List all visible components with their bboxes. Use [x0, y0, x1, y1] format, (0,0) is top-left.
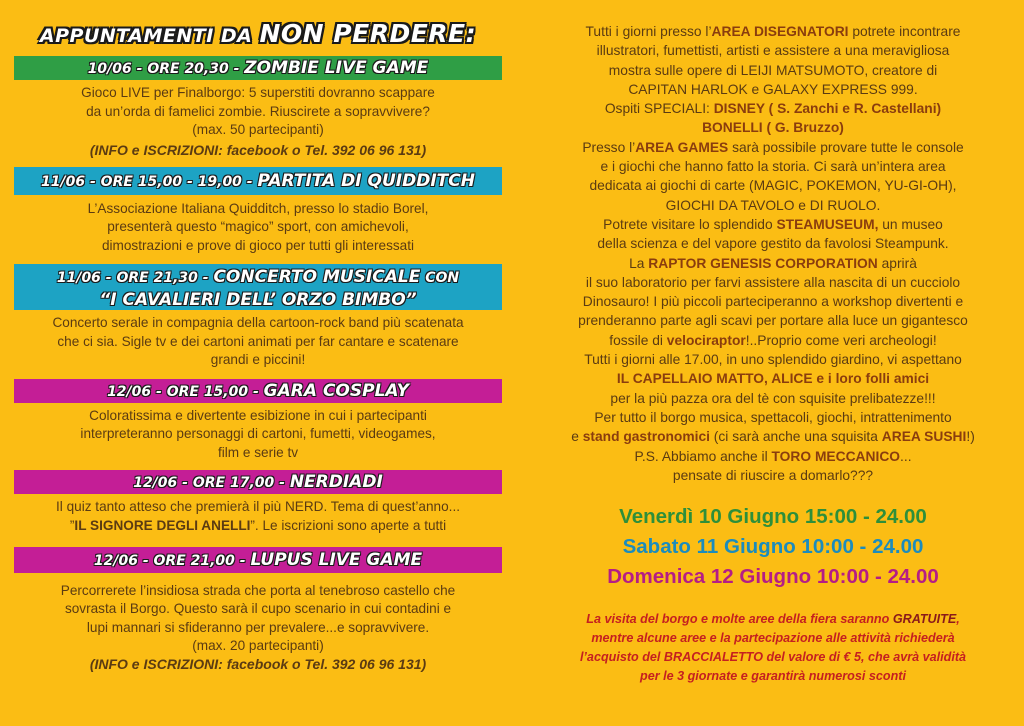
text: sarà possibile provare tutte le console — [728, 139, 964, 155]
highlight: stand gastronomici — [582, 429, 710, 445]
text: Presso l’ — [582, 139, 636, 155]
description-line: grandi e piccini! — [210, 352, 306, 367]
text-line: Tutti i giorni alle 17.00, in uno splendido giardino, vi aspettano — [584, 352, 962, 368]
description-line: (max. 50 partecipanti) — [192, 122, 324, 137]
text: potrete incontrare — [848, 24, 961, 39]
highlight: GRATUITE — [892, 612, 957, 627]
description-line: lupi mannari si sfideranno per prevalere...e sopravvivere. — [86, 619, 430, 635]
description-text: ”. Le iscrizioni sono aperte a tutti — [250, 517, 447, 533]
event-time: 12/06 - ORE 21,00 - — [93, 553, 246, 569]
text: La visita del borgo e molte aree della fiera saranno — [586, 612, 893, 627]
event-title: PARTITA DI QUIDDITCH — [257, 170, 475, 191]
text-line: CAPITAN HARLOK e GALAXY EXPRESS 999. — [628, 81, 918, 97]
description-line: Concerto serale in compagnia della cartoon-rock band più scatenata — [52, 315, 464, 330]
highlight: DISNEY ( S. Zanchi e R. Castellani) — [713, 101, 942, 117]
text-line: Per tutto il borgo musica, spettacoli, giochi, intrattenimento — [594, 409, 952, 425]
event-title-suffix: CON — [425, 270, 460, 286]
description-line — [12, 517, 504, 536]
description-line: film e serie tv — [217, 444, 299, 460]
text: (ci sarà anche una squisita — [709, 429, 882, 445]
schedule-dates — [528, 502, 1018, 592]
event-title: NERDIADI — [289, 472, 383, 492]
date-sunday: Domenica 12 Giugno 10:00 - 24.00 — [607, 565, 939, 589]
description-line: (max. 20 partecipanti) — [192, 637, 324, 653]
highlight: TORO MECCANICO — [771, 448, 901, 464]
text-line: Dinosauro! I più piccoli parteciperanno a workshop divertenti e — [582, 294, 964, 310]
heading-part-1: APPUNTAMENTI DA — [39, 25, 253, 47]
events-column — [12, 18, 504, 672]
text: e — [571, 429, 583, 445]
info-paragraph — [528, 22, 1018, 485]
event-title: CONCERTO MUSICALE — [213, 267, 421, 287]
highlight: BRACCIALETTO del valore di € 5, che avrà validità — [663, 650, 967, 665]
events-heading — [12, 18, 504, 50]
text: ... — [900, 448, 912, 464]
event-description — [12, 582, 504, 655]
text-line: mostra sulle opere di LEIJI MATSUMOTO, creatore di — [608, 62, 938, 78]
text: !) — [966, 429, 975, 445]
text-line: e i giochi che hanno fatto la storia. Ci sarà un’intera area — [600, 159, 946, 175]
text: un museo — [878, 216, 943, 232]
text-line: illustratori, fumettisti, artisti e assistere a una meravigliosa — [596, 43, 950, 59]
event-banner-cosplay — [14, 379, 502, 403]
description-line: Il quiz tanto atteso che premierà il più NERD. Tema di quest’anno... — [56, 499, 460, 514]
highlight: STEAMUSEUM, — [776, 216, 879, 232]
highlight: RAPTOR GENESIS CORPORATION — [648, 255, 878, 271]
text-line: GIOCHI DA TAVOLO e DI RUOLO. — [665, 197, 881, 213]
description-line: interpreteranno personaggi di cartoni, fumetti, videogames, — [80, 426, 436, 441]
quote-mark: ” — [69, 517, 75, 533]
event-description — [12, 498, 504, 535]
highlight: AREA DISEGNATORI — [711, 24, 849, 39]
description-line: presenterà questo “magico” sport, con amichevoli, — [107, 219, 409, 234]
text: P.S. Abbiamo anche il — [634, 448, 772, 464]
date-friday: Venerdì 10 Giugno 15:00 - 24.00 — [619, 505, 927, 529]
highlight: velociraptor — [666, 332, 746, 348]
event-banner-zombie — [14, 56, 502, 80]
text-line: prenderanno parte agli scavi per portare alla luce un gigantesco — [578, 313, 968, 329]
highlight: AREA GAMES — [635, 139, 729, 155]
date-saturday: Sabato 11 Giugno 10:00 - 24.00 — [622, 535, 924, 559]
highlight: BONELLI ( G. Bruzzo) — [702, 120, 844, 136]
event-description — [12, 200, 504, 256]
description-line: L’Associazione Italiana Quidditch, presso lo stadio Borel, — [87, 200, 429, 216]
quiz-theme: IL SIGNORE DEGLI ANELLI — [74, 517, 251, 533]
event-banner-concerto — [14, 264, 502, 310]
text: Ospiti SPECIALI: — [604, 101, 714, 117]
text-line: mentre alcune aree e la partecipazione alle attività richiederà — [591, 631, 955, 646]
text-line: per la più pazza ora del tè con squisite prelibatezze!!! — [610, 390, 936, 406]
event-time: 10/06 - ORE 20,30 - — [87, 61, 240, 77]
text-line: dedicata ai giochi di carte (MAGIC, POKEMON, YU-GI-OH), — [589, 178, 957, 194]
description-line: Coloratissima e divertente esibizione in cui i partecipanti — [89, 407, 427, 423]
event-description — [12, 314, 504, 370]
highlight: IL CAPELLAIO MATTO, ALICE e i loro folli amici — [616, 371, 930, 387]
event-time: 12/06 - ORE 17,00 - — [133, 475, 285, 491]
description-line: che ci sia. Sigle tv e dei cartoni animati per far cantare e scatenare — [57, 333, 459, 349]
text-line: per le 3 giornate e garantirà numerosi sconti — [640, 669, 906, 684]
text: fossile di — [609, 332, 667, 348]
description-line: da un’orda di famelici zombie. Riuscirete a sopravvivere? — [86, 103, 430, 119]
text-line: il suo laboratorio per farvi assistere alla nascita di un cucciolo — [585, 274, 961, 290]
text-line: della scienza e del vapore gestito da favolosi Steampunk. — [597, 236, 949, 252]
event-banner-nerdiadi — [14, 470, 502, 494]
description-line: sovrasta il Borgo. Questo sarà il cupo scenario in cui contadini e — [64, 601, 452, 617]
description-line: Percorrerete l’insidiosa strada che porta al tenebroso castello che — [60, 583, 456, 598]
text: !..Proprio come veri archeologi! — [745, 332, 937, 348]
text: La — [629, 255, 649, 271]
highlight: AREA SUSHI — [881, 429, 967, 445]
description-line: dimostrazioni e prove di gioco per tutti gli interessati — [101, 237, 415, 253]
info-column — [528, 22, 1018, 686]
entry-note — [528, 610, 1018, 686]
text: l’acquisto del — [579, 650, 664, 665]
text: Potrete visitare lo splendido — [603, 216, 777, 232]
text-line: pensate di riuscire a domarlo??? — [672, 467, 874, 483]
event-title: ZOMBIE LIVE GAME — [244, 58, 429, 78]
text: , — [956, 612, 960, 627]
event-time: 11/06 - ORE 21,30 - — [56, 270, 209, 286]
event-info-contact: (INFO e ISCRIZIONI: facebook o Tel. 392 06 96 131) — [89, 141, 427, 158]
description-line: Gioco LIVE per Finalborgo: 5 superstiti dovranno scappare — [81, 85, 435, 100]
text: aprirà — [877, 255, 917, 271]
event-banner-lupus — [14, 547, 502, 573]
event-info-contact: (INFO e ISCRIZIONI: facebook o Tel. 392 06 96 131) — [89, 656, 427, 673]
event-description — [12, 407, 504, 463]
event-banner-quidditch — [14, 167, 502, 195]
event-title: LUPUS LIVE GAME — [250, 550, 423, 570]
event-description — [12, 84, 504, 140]
event-time: 11/06 - ORE 15,00 - 19,00 - — [41, 173, 253, 190]
heading-part-2: NON PERDERE: — [259, 19, 477, 48]
event-band-name: “I CAVALIERI DELL’ ORZO BIMBO” — [99, 290, 417, 310]
event-title: GARA COSPLAY — [263, 380, 409, 401]
event-time: 12/06 - ORE 15,00 - — [107, 383, 259, 400]
text: Tutti i giorni presso l’ — [585, 24, 712, 39]
